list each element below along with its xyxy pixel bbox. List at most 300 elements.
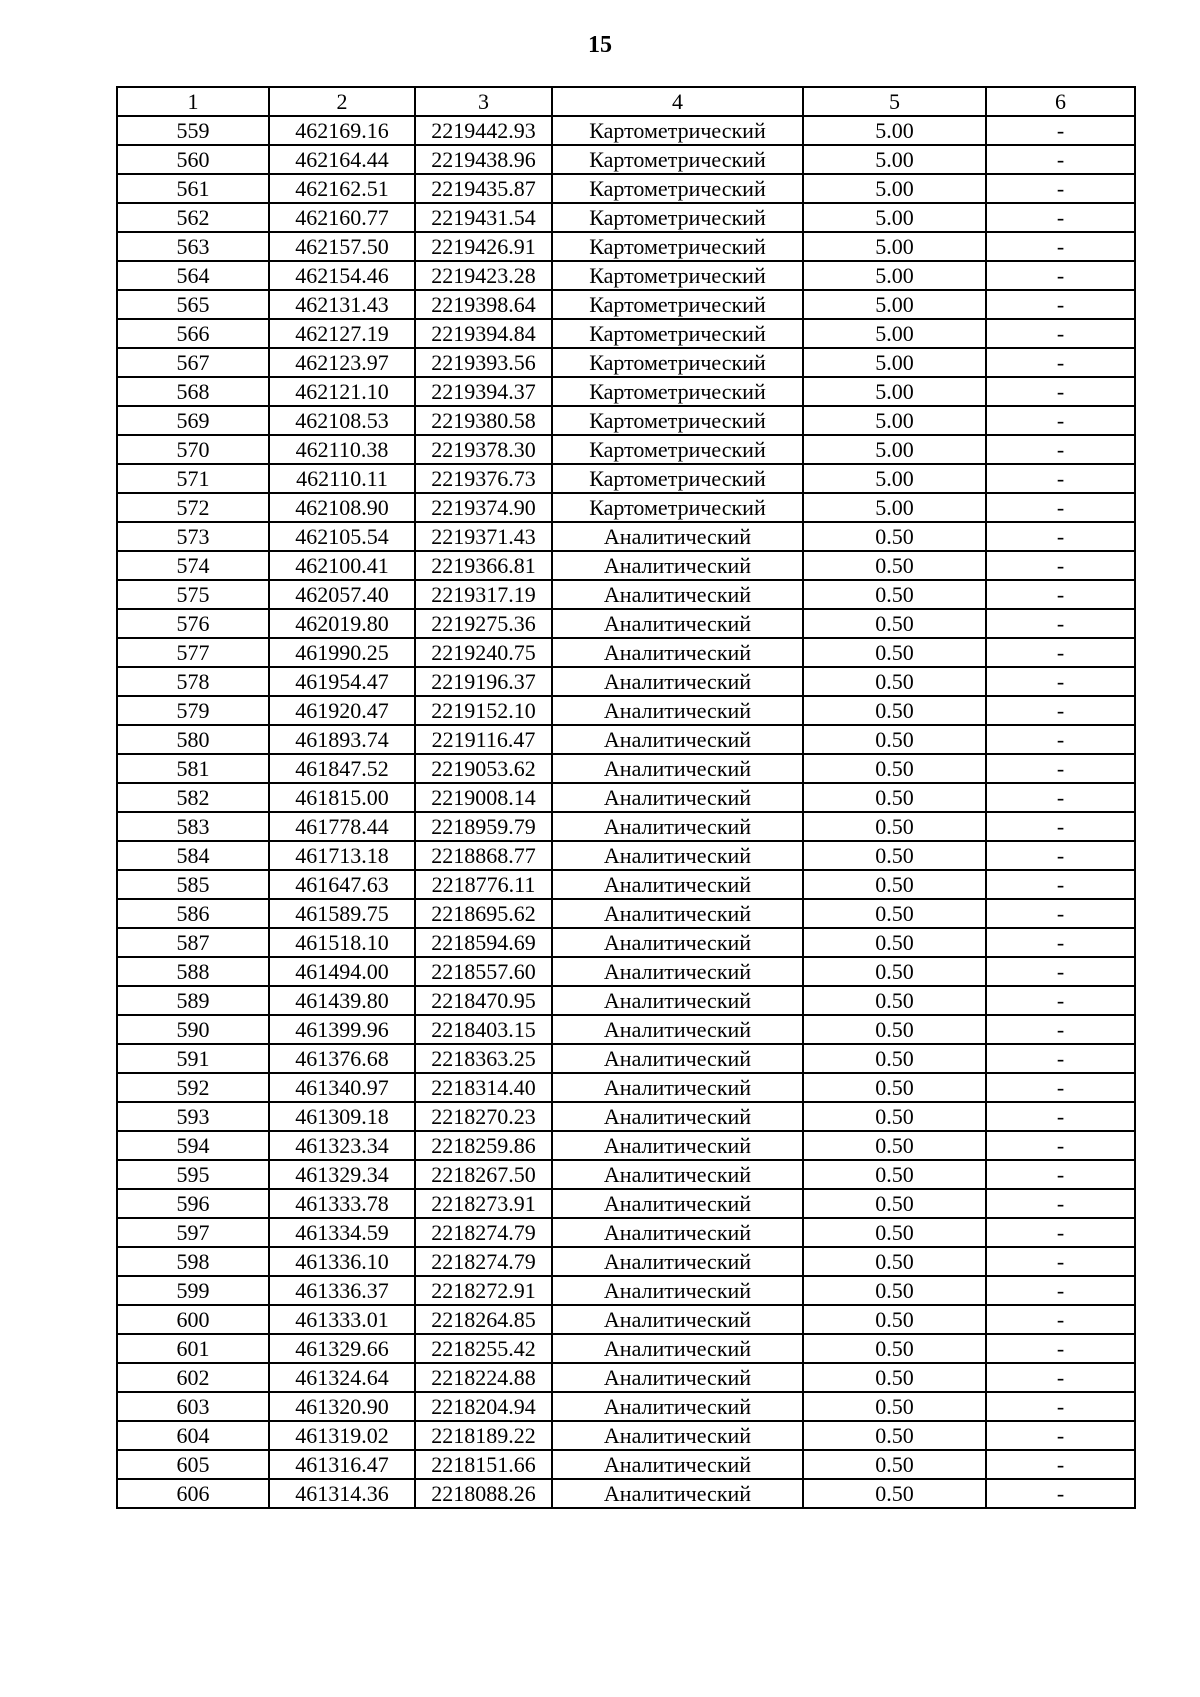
point-number-cell: 581: [117, 754, 269, 783]
accuracy-cell: 0.50: [803, 1015, 986, 1044]
y-coordinate-cell: 2218868.77: [415, 841, 552, 870]
method-cell: Аналитический: [552, 1160, 803, 1189]
note-cell: -: [986, 1131, 1135, 1160]
point-number-cell: 588: [117, 957, 269, 986]
x-coordinate-cell: 461399.96: [269, 1015, 415, 1044]
y-coordinate-cell: 2219380.58: [415, 406, 552, 435]
table-row: [117, 116, 1135, 145]
y-coordinate-cell: 2219438.96: [415, 145, 552, 174]
y-coordinate-cell: 2219275.36: [415, 609, 552, 638]
table-row: [117, 1421, 1135, 1450]
table-row: [117, 377, 1135, 406]
x-coordinate-cell: 461323.34: [269, 1131, 415, 1160]
accuracy-cell: 0.50: [803, 928, 986, 957]
x-coordinate-cell: 461320.90: [269, 1392, 415, 1421]
table-row: [117, 348, 1135, 377]
y-coordinate-cell: 2219398.64: [415, 290, 552, 319]
method-cell: Аналитический: [552, 986, 803, 1015]
x-coordinate-cell: 462157.50: [269, 232, 415, 261]
method-cell: Аналитический: [552, 1189, 803, 1218]
point-number-cell: 576: [117, 609, 269, 638]
x-coordinate-cell: 461309.18: [269, 1102, 415, 1131]
table-row: [117, 609, 1135, 638]
point-number-cell: 602: [117, 1363, 269, 1392]
table-row: [117, 957, 1135, 986]
note-cell: -: [986, 638, 1135, 667]
point-number-cell: 577: [117, 638, 269, 667]
table-row: [117, 1218, 1135, 1247]
column-header-3: 3: [415, 87, 552, 116]
table-row: [117, 174, 1135, 203]
table-row: [117, 232, 1135, 261]
accuracy-cell: 0.50: [803, 1479, 986, 1508]
y-coordinate-cell: 2219116.47: [415, 725, 552, 754]
accuracy-cell: 0.50: [803, 638, 986, 667]
x-coordinate-cell: 461329.34: [269, 1160, 415, 1189]
accuracy-cell: 5.00: [803, 261, 986, 290]
y-coordinate-cell: 2219371.43: [415, 522, 552, 551]
accuracy-cell: 0.50: [803, 1392, 986, 1421]
note-cell: -: [986, 319, 1135, 348]
accuracy-cell: 5.00: [803, 406, 986, 435]
point-number-cell: 596: [117, 1189, 269, 1218]
accuracy-cell: 0.50: [803, 1421, 986, 1450]
point-number-cell: 568: [117, 377, 269, 406]
y-coordinate-cell: 2218594.69: [415, 928, 552, 957]
point-number-cell: 570: [117, 435, 269, 464]
note-cell: -: [986, 696, 1135, 725]
note-cell: -: [986, 1247, 1135, 1276]
x-coordinate-cell: 461954.47: [269, 667, 415, 696]
method-cell: Аналитический: [552, 899, 803, 928]
method-cell: Картометрический: [552, 261, 803, 290]
note-cell: -: [986, 580, 1135, 609]
y-coordinate-cell: 2218267.50: [415, 1160, 552, 1189]
accuracy-cell: 5.00: [803, 464, 986, 493]
note-cell: -: [986, 1450, 1135, 1479]
x-coordinate-cell: 462123.97: [269, 348, 415, 377]
y-coordinate-cell: 2218204.94: [415, 1392, 552, 1421]
note-cell: -: [986, 261, 1135, 290]
table-body: [117, 116, 1135, 1508]
note-cell: -: [986, 1363, 1135, 1392]
point-number-cell: 598: [117, 1247, 269, 1276]
accuracy-cell: 0.50: [803, 1218, 986, 1247]
y-coordinate-cell: 2219394.84: [415, 319, 552, 348]
point-number-cell: 599: [117, 1276, 269, 1305]
x-coordinate-cell: 461647.63: [269, 870, 415, 899]
x-coordinate-cell: 461333.78: [269, 1189, 415, 1218]
table-row: [117, 580, 1135, 609]
table-row: [117, 696, 1135, 725]
note-cell: -: [986, 1305, 1135, 1334]
x-coordinate-cell: 461920.47: [269, 696, 415, 725]
table-row: [117, 1015, 1135, 1044]
table-row: [117, 435, 1135, 464]
table-row: [117, 1073, 1135, 1102]
note-cell: -: [986, 1392, 1135, 1421]
table-row: [117, 406, 1135, 435]
x-coordinate-cell: 462057.40: [269, 580, 415, 609]
point-number-cell: 575: [117, 580, 269, 609]
x-coordinate-cell: 462110.11: [269, 464, 415, 493]
point-number-cell: 586: [117, 899, 269, 928]
note-cell: -: [986, 725, 1135, 754]
note-cell: -: [986, 1015, 1135, 1044]
method-cell: Аналитический: [552, 638, 803, 667]
point-number-cell: 582: [117, 783, 269, 812]
table-row: [117, 1044, 1135, 1073]
y-coordinate-cell: 2218264.85: [415, 1305, 552, 1334]
table-row: [117, 1247, 1135, 1276]
x-coordinate-cell: 461340.97: [269, 1073, 415, 1102]
accuracy-cell: 0.50: [803, 725, 986, 754]
accuracy-cell: 5.00: [803, 116, 986, 145]
method-cell: Аналитический: [552, 1131, 803, 1160]
table-row: [117, 1334, 1135, 1363]
accuracy-cell: 0.50: [803, 609, 986, 638]
note-cell: -: [986, 1334, 1135, 1363]
accuracy-cell: 0.50: [803, 1073, 986, 1102]
method-cell: Аналитический: [552, 1218, 803, 1247]
method-cell: Картометрический: [552, 435, 803, 464]
table-row: [117, 870, 1135, 899]
y-coordinate-cell: 2218695.62: [415, 899, 552, 928]
y-coordinate-cell: 2218270.23: [415, 1102, 552, 1131]
x-coordinate-cell: 461713.18: [269, 841, 415, 870]
y-coordinate-cell: 2219394.37: [415, 377, 552, 406]
method-cell: Аналитический: [552, 957, 803, 986]
point-number-cell: 571: [117, 464, 269, 493]
point-number-cell: 606: [117, 1479, 269, 1508]
note-cell: -: [986, 957, 1135, 986]
table-row: [117, 986, 1135, 1015]
point-number-cell: 567: [117, 348, 269, 377]
x-coordinate-cell: 461336.37: [269, 1276, 415, 1305]
accuracy-cell: 0.50: [803, 812, 986, 841]
x-coordinate-cell: 461316.47: [269, 1450, 415, 1479]
point-number-cell: 601: [117, 1334, 269, 1363]
note-cell: -: [986, 667, 1135, 696]
accuracy-cell: 0.50: [803, 1189, 986, 1218]
method-cell: Картометрический: [552, 232, 803, 261]
point-number-cell: 573: [117, 522, 269, 551]
note-cell: -: [986, 1479, 1135, 1508]
method-cell: Аналитический: [552, 841, 803, 870]
accuracy-cell: 0.50: [803, 580, 986, 609]
method-cell: Аналитический: [552, 522, 803, 551]
accuracy-cell: 0.50: [803, 986, 986, 1015]
y-coordinate-cell: 2219376.73: [415, 464, 552, 493]
x-coordinate-cell: 461336.10: [269, 1247, 415, 1276]
note-cell: -: [986, 1276, 1135, 1305]
y-coordinate-cell: 2218557.60: [415, 957, 552, 986]
accuracy-cell: 0.50: [803, 899, 986, 928]
note-cell: -: [986, 145, 1135, 174]
y-coordinate-cell: 2219317.19: [415, 580, 552, 609]
accuracy-cell: 0.50: [803, 754, 986, 783]
point-number-cell: 566: [117, 319, 269, 348]
x-coordinate-cell: 462108.53: [269, 406, 415, 435]
note-cell: -: [986, 493, 1135, 522]
y-coordinate-cell: 2218255.42: [415, 1334, 552, 1363]
x-coordinate-cell: 461893.74: [269, 725, 415, 754]
method-cell: Картометрический: [552, 174, 803, 203]
table-row: [117, 1102, 1135, 1131]
y-coordinate-cell: 2218259.86: [415, 1131, 552, 1160]
accuracy-cell: 0.50: [803, 551, 986, 580]
x-coordinate-cell: 462100.41: [269, 551, 415, 580]
accuracy-cell: 0.50: [803, 1305, 986, 1334]
accuracy-cell: 5.00: [803, 493, 986, 522]
accuracy-cell: 5.00: [803, 203, 986, 232]
note-cell: -: [986, 928, 1135, 957]
method-cell: Картометрический: [552, 145, 803, 174]
y-coordinate-cell: 2219008.14: [415, 783, 552, 812]
x-coordinate-cell: 461778.44: [269, 812, 415, 841]
x-coordinate-cell: 462105.54: [269, 522, 415, 551]
y-coordinate-cell: 2219240.75: [415, 638, 552, 667]
method-cell: Аналитический: [552, 812, 803, 841]
y-coordinate-cell: 2219196.37: [415, 667, 552, 696]
point-number-cell: 572: [117, 493, 269, 522]
point-number-cell: 560: [117, 145, 269, 174]
x-coordinate-cell: 461319.02: [269, 1421, 415, 1450]
method-cell: Аналитический: [552, 551, 803, 580]
method-cell: Картометрический: [552, 203, 803, 232]
y-coordinate-cell: 2219442.93: [415, 116, 552, 145]
table-header-row: [117, 87, 1135, 116]
x-coordinate-cell: 461329.66: [269, 1334, 415, 1363]
point-number-cell: 565: [117, 290, 269, 319]
table-row: [117, 841, 1135, 870]
point-number-cell: 569: [117, 406, 269, 435]
accuracy-cell: 0.50: [803, 783, 986, 812]
accuracy-cell: 0.50: [803, 1131, 986, 1160]
y-coordinate-cell: 2218363.25: [415, 1044, 552, 1073]
accuracy-cell: 0.50: [803, 1102, 986, 1131]
accuracy-cell: 0.50: [803, 957, 986, 986]
point-number-cell: 590: [117, 1015, 269, 1044]
point-number-cell: 562: [117, 203, 269, 232]
point-number-cell: 587: [117, 928, 269, 957]
method-cell: Аналитический: [552, 754, 803, 783]
note-cell: -: [986, 116, 1135, 145]
point-number-cell: 593: [117, 1102, 269, 1131]
method-cell: Аналитический: [552, 783, 803, 812]
point-number-cell: 584: [117, 841, 269, 870]
accuracy-cell: 5.00: [803, 145, 986, 174]
point-number-cell: 604: [117, 1421, 269, 1450]
x-coordinate-cell: 461333.01: [269, 1305, 415, 1334]
method-cell: Картометрический: [552, 319, 803, 348]
point-number-cell: 591: [117, 1044, 269, 1073]
method-cell: Картометрический: [552, 290, 803, 319]
column-header-4: 4: [552, 87, 803, 116]
accuracy-cell: 0.50: [803, 1160, 986, 1189]
note-cell: -: [986, 812, 1135, 841]
note-cell: -: [986, 609, 1135, 638]
table-row: [117, 551, 1135, 580]
table-row: [117, 261, 1135, 290]
x-coordinate-cell: 461314.36: [269, 1479, 415, 1508]
accuracy-cell: 0.50: [803, 841, 986, 870]
method-cell: Аналитический: [552, 1044, 803, 1073]
accuracy-cell: 5.00: [803, 232, 986, 261]
table-row: [117, 1160, 1135, 1189]
y-coordinate-cell: 2218272.91: [415, 1276, 552, 1305]
x-coordinate-cell: 462127.19: [269, 319, 415, 348]
x-coordinate-cell: 462108.90: [269, 493, 415, 522]
y-coordinate-cell: 2218776.11: [415, 870, 552, 899]
x-coordinate-cell: 461334.59: [269, 1218, 415, 1247]
point-number-cell: 585: [117, 870, 269, 899]
table-row: [117, 203, 1135, 232]
x-coordinate-cell: 461518.10: [269, 928, 415, 957]
table-row: [117, 1305, 1135, 1334]
method-cell: Аналитический: [552, 667, 803, 696]
note-cell: -: [986, 377, 1135, 406]
x-coordinate-cell: 461324.64: [269, 1363, 415, 1392]
method-cell: Аналитический: [552, 1015, 803, 1044]
x-coordinate-cell: 462169.16: [269, 116, 415, 145]
method-cell: Аналитический: [552, 725, 803, 754]
table-row: [117, 928, 1135, 957]
point-number-cell: 574: [117, 551, 269, 580]
method-cell: Аналитический: [552, 609, 803, 638]
x-coordinate-cell: 461589.75: [269, 899, 415, 928]
point-number-cell: 595: [117, 1160, 269, 1189]
x-coordinate-cell: 462160.77: [269, 203, 415, 232]
y-coordinate-cell: 2218959.79: [415, 812, 552, 841]
y-coordinate-cell: 2218189.22: [415, 1421, 552, 1450]
table-row: [117, 899, 1135, 928]
method-cell: Аналитический: [552, 1421, 803, 1450]
accuracy-cell: 0.50: [803, 870, 986, 899]
x-coordinate-cell: 462110.38: [269, 435, 415, 464]
method-cell: Аналитический: [552, 1450, 803, 1479]
accuracy-cell: 5.00: [803, 290, 986, 319]
table-row: [117, 1189, 1135, 1218]
table-row: [117, 812, 1135, 841]
note-cell: -: [986, 174, 1135, 203]
table-row: [117, 1479, 1135, 1508]
table-row: [117, 1392, 1135, 1421]
method-cell: Аналитический: [552, 870, 803, 899]
method-cell: Аналитический: [552, 1247, 803, 1276]
method-cell: Аналитический: [552, 1276, 803, 1305]
y-coordinate-cell: 2219053.62: [415, 754, 552, 783]
accuracy-cell: 5.00: [803, 377, 986, 406]
y-coordinate-cell: 2218274.79: [415, 1247, 552, 1276]
note-cell: -: [986, 348, 1135, 377]
x-coordinate-cell: 462131.43: [269, 290, 415, 319]
y-coordinate-cell: 2219393.56: [415, 348, 552, 377]
point-number-cell: 580: [117, 725, 269, 754]
method-cell: Аналитический: [552, 580, 803, 609]
note-cell: -: [986, 551, 1135, 580]
point-number-cell: 559: [117, 116, 269, 145]
table-row: [117, 464, 1135, 493]
method-cell: Картометрический: [552, 116, 803, 145]
y-coordinate-cell: 2218274.79: [415, 1218, 552, 1247]
accuracy-cell: 5.00: [803, 174, 986, 203]
point-number-cell: 594: [117, 1131, 269, 1160]
note-cell: -: [986, 1073, 1135, 1102]
accuracy-cell: 0.50: [803, 1450, 986, 1479]
point-number-cell: 563: [117, 232, 269, 261]
accuracy-cell: 0.50: [803, 1363, 986, 1392]
column-header-2: 2: [269, 87, 415, 116]
point-number-cell: 589: [117, 986, 269, 1015]
note-cell: -: [986, 1044, 1135, 1073]
point-number-cell: 583: [117, 812, 269, 841]
method-cell: Аналитический: [552, 1363, 803, 1392]
x-coordinate-cell: 461990.25: [269, 638, 415, 667]
point-number-cell: 579: [117, 696, 269, 725]
y-coordinate-cell: 2218088.26: [415, 1479, 552, 1508]
accuracy-cell: 0.50: [803, 1276, 986, 1305]
x-coordinate-cell: 462154.46: [269, 261, 415, 290]
method-cell: Картометрический: [552, 493, 803, 522]
table-row: [117, 638, 1135, 667]
note-cell: -: [986, 464, 1135, 493]
note-cell: -: [986, 841, 1135, 870]
note-cell: -: [986, 1421, 1135, 1450]
page-number: 15: [588, 32, 612, 58]
note-cell: -: [986, 406, 1135, 435]
note-cell: -: [986, 1160, 1135, 1189]
column-header-5: 5: [803, 87, 986, 116]
table-row: [117, 754, 1135, 783]
method-cell: Картометрический: [552, 377, 803, 406]
method-cell: Картометрический: [552, 464, 803, 493]
method-cell: Аналитический: [552, 928, 803, 957]
method-cell: Картометрический: [552, 348, 803, 377]
coordinates-table: [116, 86, 1136, 1509]
accuracy-cell: 0.50: [803, 522, 986, 551]
method-cell: Аналитический: [552, 1073, 803, 1102]
note-cell: -: [986, 870, 1135, 899]
accuracy-cell: 0.50: [803, 667, 986, 696]
accuracy-cell: 0.50: [803, 1247, 986, 1276]
table-row: [117, 783, 1135, 812]
accuracy-cell: 5.00: [803, 319, 986, 348]
x-coordinate-cell: 461815.00: [269, 783, 415, 812]
x-coordinate-cell: 462121.10: [269, 377, 415, 406]
method-cell: Аналитический: [552, 1102, 803, 1131]
table-row: [117, 1363, 1135, 1392]
accuracy-cell: 0.50: [803, 1334, 986, 1363]
method-cell: Аналитический: [552, 1479, 803, 1508]
y-coordinate-cell: 2219152.10: [415, 696, 552, 725]
table-row: [117, 1276, 1135, 1305]
point-number-cell: 597: [117, 1218, 269, 1247]
y-coordinate-cell: 2219431.54: [415, 203, 552, 232]
method-cell: Аналитический: [552, 1334, 803, 1363]
y-coordinate-cell: 2218273.91: [415, 1189, 552, 1218]
y-coordinate-cell: 2219378.30: [415, 435, 552, 464]
y-coordinate-cell: 2218314.40: [415, 1073, 552, 1102]
accuracy-cell: 0.50: [803, 696, 986, 725]
table-row: [117, 725, 1135, 754]
point-number-cell: 605: [117, 1450, 269, 1479]
x-coordinate-cell: 462164.44: [269, 145, 415, 174]
point-number-cell: 578: [117, 667, 269, 696]
note-cell: -: [986, 1189, 1135, 1218]
accuracy-cell: 0.50: [803, 1044, 986, 1073]
table-row: [117, 1131, 1135, 1160]
